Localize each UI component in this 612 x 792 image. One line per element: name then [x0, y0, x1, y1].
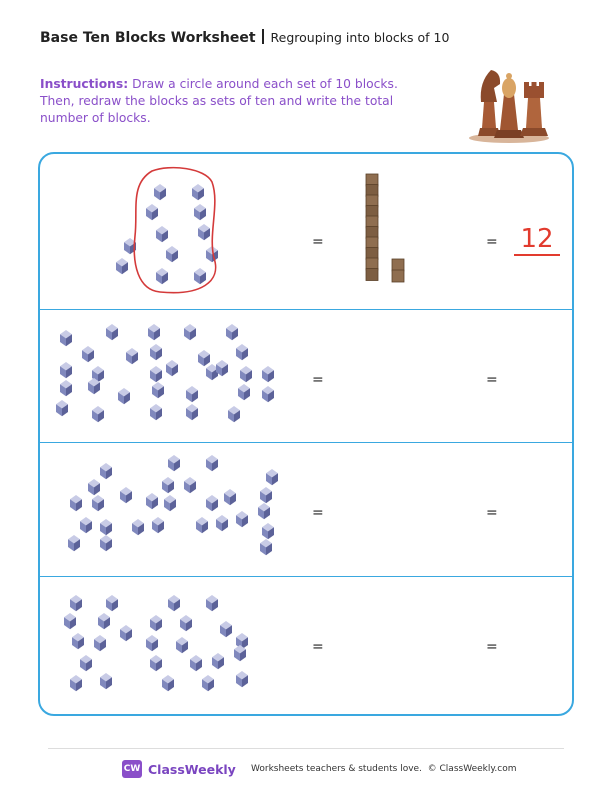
classweekly-logo: CW [122, 760, 142, 778]
unit-cube-icon [60, 362, 72, 378]
unit-cube-icon [260, 487, 272, 503]
unit-cube-icon [162, 477, 174, 493]
chess-pieces-icon [464, 64, 554, 144]
unit-cube-icon [260, 539, 272, 555]
unit-cube-group [116, 184, 218, 284]
unit-cube-icon [94, 635, 106, 651]
exercise-row-1 [40, 309, 572, 443]
unit-cube-icon [120, 625, 132, 641]
unit-cube-icon [70, 675, 82, 691]
equals-sign: = [312, 234, 324, 250]
unit-cube-icon [106, 595, 118, 611]
unit-cube-icon [80, 655, 92, 671]
unit-cube-icon [206, 595, 218, 611]
instructions [40, 76, 420, 127]
unit-cube-icon [106, 324, 118, 340]
unit-cube-icon [68, 535, 80, 551]
unit-cube-icon [98, 613, 110, 629]
worksheet-header [40, 29, 449, 46]
unit-cube-icon [166, 246, 178, 262]
unit-cube-icon [226, 324, 238, 340]
unit-cube-icon [64, 613, 76, 629]
header-divider [262, 29, 264, 44]
unit-cube-icon [132, 519, 144, 535]
worksheet-subtitle: Regrouping into blocks of 10 [270, 30, 450, 45]
unit-cube-icon [88, 479, 100, 495]
unit-cube-icon [238, 384, 250, 400]
unit-cube-icon [184, 477, 196, 493]
exercise-row-3 [40, 576, 572, 716]
unit-cube-icon [202, 675, 214, 691]
unit-cube-icon [150, 404, 162, 420]
unit-cube-icon [100, 463, 112, 479]
unit-cube-icon [126, 348, 138, 364]
unit-cube-icon [146, 635, 158, 651]
unit-cube-icon [116, 258, 128, 274]
unit-cube-icon [166, 360, 178, 376]
unit-cube-icon [80, 517, 92, 533]
unit-cube-icon [60, 330, 72, 346]
unit-cube-icon [150, 366, 162, 382]
unit-cube-icon [224, 489, 236, 505]
equals-sign: = [312, 505, 324, 521]
equals-sign: = [486, 639, 498, 655]
unit-cube-icon [100, 519, 112, 535]
equals-sign: = [312, 639, 324, 655]
instructions-text: Draw a circle around each set of 10 blocks. Then, redraw the blocks as sets of ten and write the total number of blocks. [40, 77, 398, 125]
unit-cube-icon [236, 344, 248, 360]
unit-cube-icon [146, 204, 158, 220]
unit-cube-icon [70, 595, 82, 611]
unit-cube-group [56, 324, 274, 422]
unit-cube-icon [176, 637, 188, 653]
unit-cube-icon [240, 366, 252, 382]
unit-cube-icon [72, 633, 84, 649]
equals-sign: = [486, 505, 498, 521]
unit-cube-icon [236, 671, 248, 687]
unit-cube-icon [262, 366, 274, 382]
unit-cube-icon [194, 204, 206, 220]
unit-cube-icon [100, 673, 112, 689]
unit-cube-icon [236, 511, 248, 527]
unit-cube-icon [186, 404, 198, 420]
exercise-row-2 [40, 442, 572, 577]
unit-cube-icon [146, 493, 158, 509]
unit-cube-icon [82, 346, 94, 362]
equals-sign: = [312, 372, 324, 388]
unit-cube-icon [186, 386, 198, 402]
unit-cube-icon [198, 224, 210, 240]
worksheet-title: Base Ten Blocks Worksheet [40, 30, 256, 46]
equals-sign: = [486, 372, 498, 388]
unit-cube-icon [150, 344, 162, 360]
unit-cube-icon [168, 455, 180, 471]
unit-cube-icon [206, 455, 218, 471]
unit-cube-icon [70, 495, 82, 511]
unit-cube-icon [180, 615, 192, 631]
unit-cube-icon [118, 388, 130, 404]
unit-cube-icon [154, 184, 166, 200]
instructions-label: Instructions: [40, 77, 129, 91]
unit-cube-icon [194, 268, 206, 284]
unit-cube-icon [258, 503, 270, 519]
unit-cube-icon [266, 469, 278, 485]
unit-cube-icon [262, 523, 274, 539]
unit-cube-icon [60, 380, 72, 396]
unit-cube-icon [220, 621, 232, 637]
unit-cube-icon [156, 226, 168, 242]
unit-cube-group [68, 455, 278, 555]
unit-cube-group [64, 595, 248, 691]
unit-cube-icon [100, 535, 112, 551]
unit-cube-icon [120, 487, 132, 503]
unit-cube-icon [168, 595, 180, 611]
unit-cube-icon [156, 268, 168, 284]
unit-cube-icon [192, 184, 204, 200]
tens-rod-icon [366, 174, 404, 282]
unit-cube-icon [206, 495, 218, 511]
unit-cube-icon [152, 382, 164, 398]
exercise-box [38, 152, 574, 716]
unit-cube-icon [148, 324, 160, 340]
unit-cube-icon [92, 495, 104, 511]
unit-cube-icon [198, 350, 210, 366]
unit-cube-icon [196, 517, 208, 533]
footer-brand: ClassWeekly [148, 762, 236, 777]
exercise-row-example [40, 154, 572, 309]
unit-cube-icon [164, 495, 176, 511]
footer-divider [48, 748, 564, 749]
equals-sign: = [486, 234, 498, 250]
unit-cube-icon [184, 324, 196, 340]
example-blocks [40, 154, 574, 309]
unit-cube-icon [152, 517, 164, 533]
unit-cube-icon [228, 406, 240, 422]
unit-cube-icon [150, 655, 162, 671]
answer-total: 12 [514, 224, 560, 256]
unit-cube-icon [92, 406, 104, 422]
unit-cube-icon [190, 655, 202, 671]
unit-cube-icon [262, 386, 274, 402]
unit-cube-icon [212, 653, 224, 669]
unit-cube-icon [56, 400, 68, 416]
unit-cube-icon [150, 615, 162, 631]
unit-cube-icon [162, 675, 174, 691]
footer-tagline: Worksheets teachers & students love. © ClassWeekly.com [251, 764, 517, 774]
unit-cube-icon [216, 515, 228, 531]
